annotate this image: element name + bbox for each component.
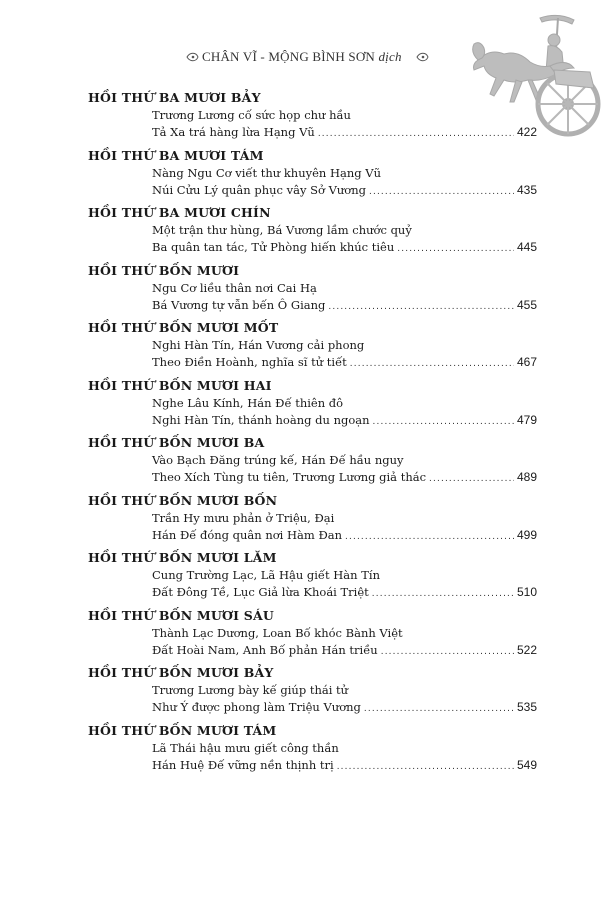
- chapter-subtitle-line2: [152, 125, 537, 139]
- chapter-title: HỒI THỨ BA MƯƠI CHÍN: [88, 205, 271, 220]
- page-number: 549: [516, 757, 537, 772]
- chapter-subtitle-text: Nghi Hàn Tín, thánh hoàng du ngoạn: [152, 412, 370, 427]
- chapter-subtitle-text: Như Ý được phong làm Triệu Vương: [152, 700, 361, 714]
- chapter-subtitle-text: Đất Đông Tề, Lục Giả lừa Khoái Triệt: [152, 585, 369, 599]
- chapter-title: HỒI THỨ BỐN MƯƠI LĂM: [88, 550, 277, 565]
- chapter-subtitle-line1: Ngu Cơ liều thân nơi Cai Hạ: [152, 280, 317, 295]
- toc-entry[interactable]: [0, 144, 612, 202]
- dot-leader: [381, 646, 514, 657]
- chapter-subtitle-line2: [152, 470, 537, 484]
- toc-entry[interactable]: [0, 431, 612, 489]
- chapter-title: HỒI THỨ BỐN MƯƠI SÁU: [88, 607, 274, 623]
- chapter-title: HỒI THỨ BỐN MƯƠI BỐN: [88, 492, 278, 508]
- chapter-subtitle-text: Ba quân tan tác, Tử Phòng hiến khúc tiêu: [152, 240, 395, 254]
- chapter-subtitle-text: Hán Đế đóng quân nơi Hàm Đan: [152, 527, 343, 542]
- page-number: 479: [516, 412, 537, 427]
- toc-entry[interactable]: [0, 661, 612, 719]
- chapter-title: HỒI THỨ BA MƯƠI TÁM: [88, 147, 264, 163]
- dot-leader: [373, 416, 514, 427]
- chapter-subtitle-text: Tả Xa trá hàng lừa Hạng Vũ: [152, 125, 315, 139]
- chapter-subtitle-line2: [152, 355, 537, 369]
- chapter-subtitle-line2: [152, 528, 537, 542]
- chapter-subtitle-line1: Thành Lạc Dương, Loan Bố khóc Bành Việt: [152, 625, 403, 640]
- chapter-subtitle-text: Theo Điền Hoành, nghĩa sĩ tử tiết: [152, 355, 347, 369]
- chapter-subtitle-line1: Trần Hy mưu phản ở Triệu, Đại: [152, 510, 335, 525]
- chapter-title: HỒI THỨ BỐN MƯƠI MỐT: [88, 320, 279, 335]
- toc-entry[interactable]: [0, 201, 612, 259]
- chapter-subtitle-line2: [152, 758, 537, 772]
- chapter-title: HỒI THỨ BỐN MƯƠI TÁM: [88, 722, 277, 738]
- header-suffix: dịch: [378, 49, 402, 64]
- toc-entry[interactable]: [0, 259, 612, 317]
- chapter-subtitle-text: Theo Xích Tùng tu tiên, Trương Lương giả thác: [152, 470, 427, 484]
- page-number: 422: [516, 125, 537, 139]
- chapter-subtitle-line2: [152, 240, 537, 254]
- chapter-subtitle-line2: [152, 700, 537, 714]
- toc-entry[interactable]: [0, 489, 612, 547]
- flourish-ornament-icon: [416, 52, 430, 62]
- dot-leader: [364, 703, 514, 714]
- chapter-subtitle-line1: Trương Lương cố sức họp chư hầu: [152, 108, 351, 122]
- page-number: 455: [516, 297, 537, 312]
- dot-leader: [318, 128, 514, 139]
- chapter-subtitle-line1: Nàng Ngu Cơ viết thư khuyên Hạng Vũ: [152, 165, 381, 180]
- chapter-title: HỒI THỨ BỐN MƯƠI BA: [88, 435, 265, 450]
- chapter-subtitle-line2: [152, 183, 537, 197]
- toc-entry[interactable]: [0, 374, 612, 432]
- dot-leader: [429, 473, 514, 484]
- chapter-title: HỒI THỨ BỐN MƯƠI HAI: [88, 377, 272, 393]
- chapter-subtitle-text: Núi Cửu Lý quân phục vây Sở Vương: [152, 182, 366, 197]
- page-number: 445: [516, 240, 537, 254]
- chapter-title: HỒI THỨ BA MƯƠI BẢY: [88, 90, 261, 105]
- chapter-subtitle-text: Đất Hoài Nam, Anh Bố phản Hán triều: [152, 642, 378, 657]
- chapter-subtitle-line2: [152, 413, 537, 427]
- chapter-subtitle-line2: [152, 298, 537, 312]
- toc-entry[interactable]: [0, 86, 612, 144]
- flourish-ornament-icon: [186, 52, 200, 62]
- chapter-title: HỒI THỨ BỐN MƯƠI BẢY: [88, 665, 274, 680]
- dot-leader: [328, 301, 514, 312]
- dot-leader: [350, 358, 514, 369]
- toc-entry[interactable]: [0, 719, 612, 777]
- header-title-text: CHÂN VĨ - MỘNG BÌNH SƠN: [202, 49, 376, 64]
- chapter-subtitle-text: Bá Vương tự vẫn bến Ô Giang: [152, 297, 326, 312]
- chapter-subtitle-line1: Trương Lương bày kế giúp thái tử: [152, 683, 349, 697]
- page-number: 435: [516, 182, 537, 197]
- toc-entry[interactable]: [0, 604, 612, 662]
- page-number: 510: [516, 585, 537, 599]
- page-number: 535: [516, 700, 537, 714]
- chapter-subtitle-line2: [152, 585, 537, 599]
- chapter-subtitle-line1: Một trận thư hùng, Bá Vương lầm chước quỷ: [152, 223, 412, 237]
- chapter-subtitle-text: Hán Huệ Đế vững nền thịnh trị: [152, 757, 334, 772]
- dot-leader: [345, 531, 514, 542]
- table-of-contents: [0, 86, 612, 776]
- page-number: 499: [516, 527, 537, 542]
- dot-leader: [369, 186, 514, 197]
- header-title: [202, 49, 402, 65]
- chapter-subtitle-line1: Nghi Hàn Tín, Hán Vương cải phong: [152, 338, 365, 352]
- page-number: 522: [516, 642, 537, 657]
- dot-leader: [397, 243, 514, 254]
- toc-entry[interactable]: [0, 546, 612, 604]
- page-number: 489: [516, 470, 537, 484]
- toc-entry[interactable]: [0, 316, 612, 374]
- chapter-subtitle-line1: Lã Thái hậu mưu giết công thần: [152, 740, 339, 755]
- dot-leader: [337, 761, 514, 772]
- page-number: 467: [516, 355, 537, 369]
- chapter-subtitle-line1: Cung Trường Lạc, Lã Hậu giết Hàn Tín: [152, 568, 380, 582]
- chapter-subtitle-line1: Vào Bạch Đăng trúng kế, Hán Đế hầu nguy: [152, 453, 404, 467]
- chapter-title: HỒI THỨ BỐN MƯƠI: [88, 262, 240, 278]
- dot-leader: [372, 588, 514, 599]
- chapter-subtitle-line1: Nghe Lâu Kính, Hán Đế thiên đô: [152, 395, 344, 410]
- chapter-subtitle-line2: [152, 643, 537, 657]
